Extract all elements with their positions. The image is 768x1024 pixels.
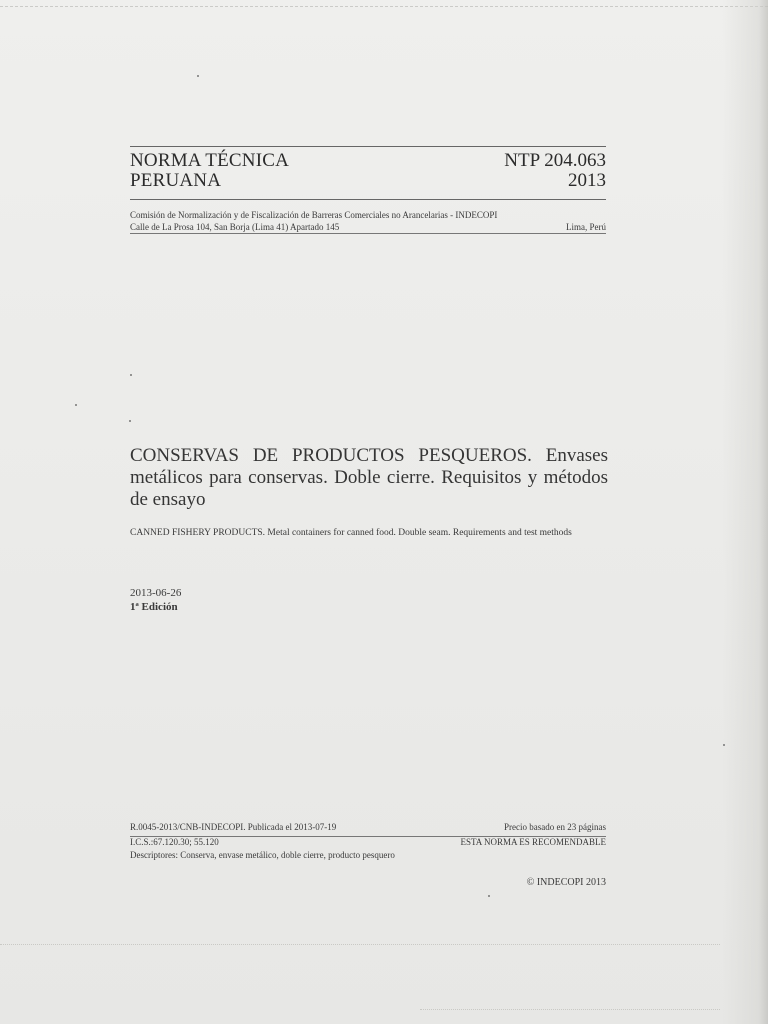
organization-line: Comisión de Normalización y de Fiscalización de Barreras Comerciales no Arancelarias - INDECOPI [130, 210, 498, 220]
standard-code [504, 151, 606, 191]
price-basis: Precio basado en 23 páginas [504, 822, 606, 832]
document-header [130, 146, 606, 200]
standard-number: NTP 204.063 [504, 150, 606, 171]
scan-speck [197, 75, 199, 77]
standard-year: 2013 [568, 170, 606, 191]
scan-speck [723, 744, 725, 746]
norma-tecnica-line-2: PERUANA [130, 170, 222, 191]
scan-speck [129, 420, 131, 422]
address-line [130, 221, 606, 234]
recommendation-status: ESTA NORMA ES RECOMENDABLE [460, 837, 606, 847]
scan-dotted-line [420, 1009, 720, 1011]
scan-top-edge [0, 0, 768, 7]
scan-right-shadow [722, 0, 768, 1024]
address-left: Calle de La Prosa 104, San Borja (Lima 41) Apartado 145 [130, 222, 340, 232]
norma-tecnica-label [130, 151, 289, 191]
ics-row [130, 836, 606, 848]
address-right: Lima, Perú [566, 222, 606, 232]
scan-speck [488, 895, 490, 897]
scan-speck [130, 374, 132, 376]
edition-label: 1ª Edición [130, 601, 178, 613]
english-title: CANNED FISHERY PRODUCTS. Metal containers for canned food. Double seam. Requirements and test methods [130, 528, 572, 538]
descriptors: Descriptores: Conserva, envase metálico, doble cierre, producto pesquero [130, 850, 395, 860]
copyright-notice: © INDECOPI 2013 [526, 877, 606, 888]
scan-dotted-line [0, 944, 720, 946]
ics-code: I.C.S.:67.120.30; 55.120 [130, 837, 219, 847]
scan-speck [75, 404, 77, 406]
approval-date: 2013-06-26 [130, 587, 182, 599]
publication-row [130, 822, 606, 833]
norma-tecnica-line-1: NORMA TÉCNICA [130, 150, 290, 171]
descriptors-row [130, 850, 606, 861]
publication-reference: R.0045-2013/CNB-INDECOPI. Publicada el 2013-07-19 [130, 822, 337, 832]
document-title: CONSERVAS DE PRODUCTOS PESQUEROS. Envases metálicos para conservas. Doble cierre. Requisitos y métodos de ensayo [130, 445, 608, 510]
